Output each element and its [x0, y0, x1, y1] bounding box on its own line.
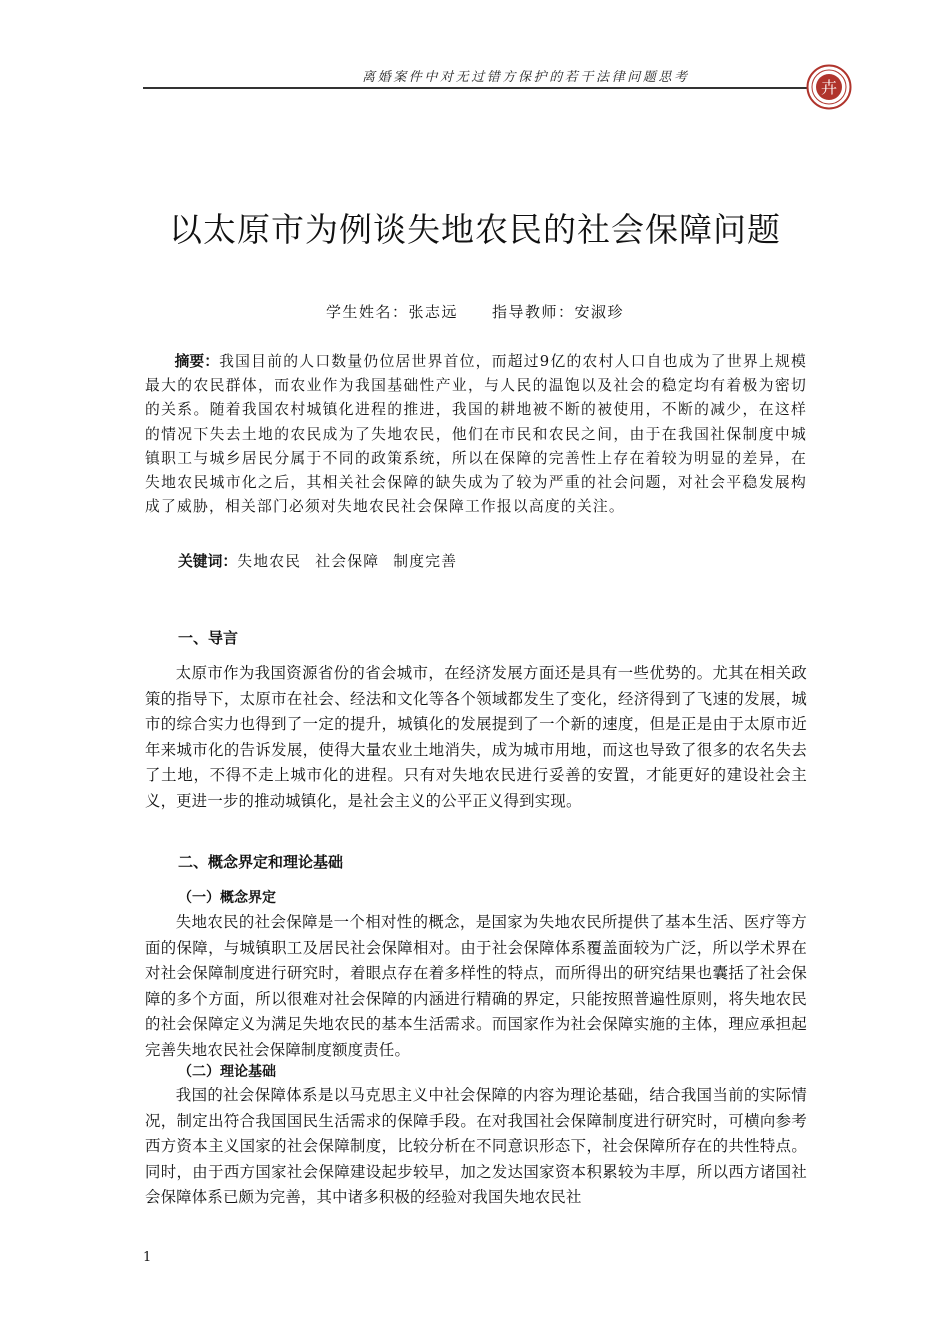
abstract-text: 我国目前的人口数量仍位居世界首位，而超过9亿的农村人口自也成为了世界上规模最大的农民群体，而农业作为我国基础性产业，与人民的温饱以及社会的稳定均有着极为密切的关系。随着我国农村城镇化进程的推进，我国的耕地被不断的被使用，不断的减少，在这样的情况下失去土地的农民成为了失地农民，他们在市民和农民之间，由于在我国社保制度中城镇职工与城乡居民分属于不同的政策系统，所以在保障的完善性上存在着较为明显的差异，在失地农民城市化之后，其相关社会保障的缺失成为了较为严重的社会问题，对社会平稳发展构成了威胁，相关部门必须对失地农民社会保障工作报以高度的关注。 — [145, 353, 807, 516]
keyword: 制度完善 — [393, 553, 458, 570]
section-heading-introduction: 一、导言 — [178, 629, 239, 647]
student-name: 学生姓名：张志远 — [325, 303, 458, 321]
abstract-label: 摘要： — [174, 353, 220, 370]
section-heading-concepts: 二、概念界定和理论基础 — [178, 853, 344, 871]
subsection-heading-theory: （二）理论基础 — [178, 1064, 276, 1080]
keywords — [178, 550, 457, 571]
subsection-body-theory — [145, 1083, 807, 1211]
header-rule — [143, 87, 813, 89]
paragraph: 太原市作为我国资源省份的省会城市，在经济发展方面还是具有一些优势的。尤其在相关政策的指导下，太原市在社会、经法和文化等各个领域都发生了变化，经济得到了飞速的发展，城市的综合实力也得到了一定的提升，城镇化的发展提到了一个新的速度，但是正是由于太原市近年来城市化的告诉发展，使得大量农业土地消失，成为城市用地，而这也导致了很多的农名失去了土地，不得不走上城市化的进程。只有对失地农民进行妥善的安置，才能更好的建设社会主义，更进一步的推动城镇化，是社会主义的公平正义得到实现。 — [145, 664, 807, 810]
advisor-name: 指导教师：安淑珍 — [492, 303, 625, 321]
running-header: 离婚案件中对无过错方保护的若干法律问题思考 — [362, 70, 690, 85]
document-title: 以太原市为例谈失地农民的社会保障问题 — [169, 210, 781, 249]
abstract — [145, 350, 807, 519]
keyword: 失地农民 — [237, 553, 302, 570]
byline — [0, 301, 950, 322]
seal-glyph: 卉 — [820, 78, 838, 97]
keyword: 社会保障 — [315, 553, 380, 570]
subsection-heading-definition: （一）概念界定 — [178, 890, 276, 906]
section-body-introduction — [145, 661, 807, 815]
keywords-label: 关键词： — [178, 553, 238, 570]
paragraph: 失地农民的社会保障是一个相对性的概念，是国家为失地农民所提供了基本生活、医疗等方面的保障，与城镇职工及居民社会保障相对。由于社会保障体系覆盖面较为广泛，所以学术界在对社会保障制度进行研究时，着眼点存在着多样性的特点，而所得出的研究结果也囊括了社会保障的多个方面，所以很难对社会保障的内涵进行精确的界定，只能按照普遍性原则，将失地农民的社会保障定义为满足失地农民的基本生活需求。而国家作为社会保障实施的主体，理应承担起完善失地农民社会保障制度额度责任。 — [145, 913, 807, 1059]
subsection-body-definition — [145, 910, 807, 1064]
paragraph: 我国的社会保障体系是以马克思主义中社会保障的内容为理论基础，结合我国当前的实际情况，制定出符合我国国民生活需求的保障手段。在对我国社会保障制度进行研究时，可横向参考西方资本主义国家的社会保障制度，比较分析在不同意识形态下，社会保障所存在的共性特点。同时，由于西方国家社会保障建设起步较早，加之发达国家资本积累较为丰厚，所以西方诸国社会保障体系已颇为完善，其中诸多积极的经验对我国失地农民社 — [145, 1086, 807, 1207]
page-number: 1 — [143, 1250, 152, 1265]
university-seal-icon — [806, 64, 852, 110]
